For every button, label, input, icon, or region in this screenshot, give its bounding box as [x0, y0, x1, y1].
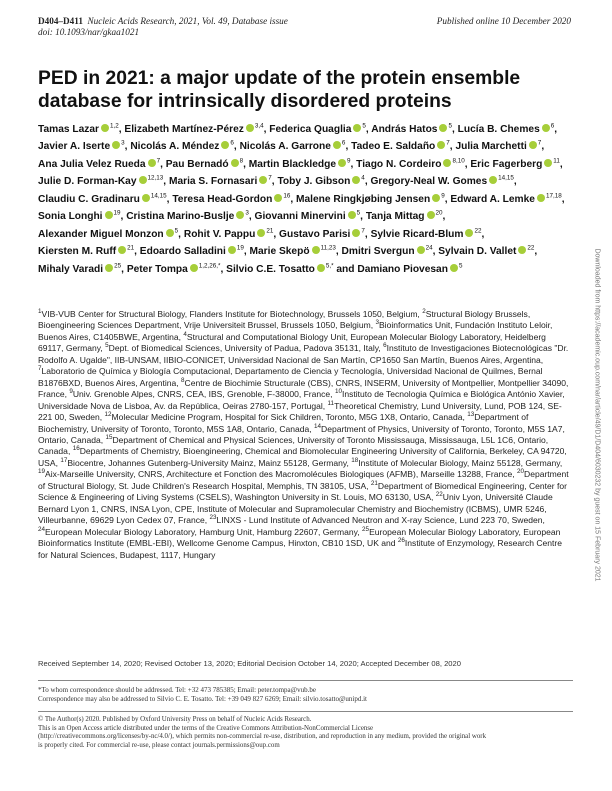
article-doi[interactable]: doi: 10.1093/nar/gkaa1021 [38, 27, 140, 37]
affiliation-number: 17 [60, 457, 68, 465]
author-name: Pau Bernadó [165, 158, 229, 170]
affiliation-text: Bioinformatics Unit, Fundación Instituto Leloir, Buenos Aires, C1405BWE, Argentina, [38, 320, 553, 342]
affiliation-number: 7 [38, 365, 42, 373]
author [126, 211, 249, 222]
affiliation-number: 8 [181, 376, 185, 384]
author-affiliation-ref: 1,2,26,* [198, 262, 221, 270]
orcid-icon[interactable] [338, 159, 346, 167]
affiliation-text: Instituto de Tecnologia Química e Biológica António Xavier, Universidade Nova de Lisboa, Av. da República, Oeiras 2780-157, Portugal, [38, 389, 565, 411]
orcid-icon[interactable] [312, 246, 320, 254]
orcid-icon[interactable] [352, 176, 360, 184]
author-affiliation-ref: 7 [537, 140, 542, 148]
submission-dates: Received September 14, 2020; Revised October 13, 2020; Editorial Decision October 14, 2020; Accepted December 08, 2020 [38, 659, 461, 668]
author-affiliation-ref: 3,4 [254, 122, 264, 130]
affiliation-text: Structural and Computational Biology Unit, European Molecular Biology Laboratory, Heidelberg 69117, Germany, [38, 331, 546, 354]
author [269, 124, 366, 135]
author-name: Mihaly Varadi [38, 263, 104, 275]
affiliation-text: Institute of Enzymology, Research Centre for Natural Sciences, Budapest, 1117, Hungary [38, 538, 563, 560]
author-name: Javier A. Iserte [38, 141, 111, 153]
author [38, 229, 178, 240]
license-note [38, 716, 578, 750]
author [277, 176, 364, 187]
orcid-icon[interactable] [352, 229, 360, 237]
affiliation-text: Department of Structural Biology, St. Jude Children's Research Hospital, Memphis, TN 38105, USA, [38, 469, 569, 491]
author [38, 194, 167, 205]
author [458, 124, 555, 135]
author-affiliation-ref: 7 [361, 227, 365, 235]
author-name: Damiano Piovesan [357, 263, 448, 275]
author-affiliation-ref: 5 [458, 262, 463, 270]
author [255, 211, 361, 222]
author-affiliation-ref: 5 [448, 122, 452, 130]
correspondence-line-2: Correspondence may also be addressed to Silvio C. E. Tosatto. Tel: +39 049 827 6269; Email: silvio.tosatto@unipd.it [38, 695, 367, 703]
author [38, 176, 163, 187]
orcid-icon[interactable] [231, 159, 239, 167]
affiliation-text: Laboratorio de Química y Biología Computacional, Departamento de Ciencia y Tecnología, Universidad Nacional de Quilmes, Bernal B1876BXD, Buenos Aires, Argentina, [38, 366, 543, 388]
author [226, 264, 354, 275]
affiliation-number: 4 [183, 331, 187, 339]
author-name: Tadeo E. Saldaño [351, 141, 436, 153]
author [366, 211, 443, 222]
author-name: Kiersten M. Ruff [38, 246, 117, 258]
author-affiliation-ref: 24 [425, 244, 433, 252]
author-name: Toby J. Gibson [277, 176, 351, 188]
affiliation-number: 5 [105, 342, 109, 350]
author-name: Rohit V. Pappu [183, 228, 256, 240]
author-name: Silvio C.E. Tosatto [226, 263, 315, 275]
download-watermark [590, 210, 604, 620]
orcid-icon[interactable] [148, 159, 156, 167]
affiliation-number: 11 [327, 399, 335, 407]
author-name: Gregory-Neal W. Gomes [370, 176, 488, 188]
orcid-icon[interactable] [537, 194, 545, 202]
author-affiliation-ref: 14,15 [150, 192, 167, 200]
author [279, 229, 365, 240]
author-affiliation-ref: 6 [550, 122, 555, 130]
orcid-icon[interactable] [542, 124, 550, 132]
author-name: Teresa Head-Gordon [172, 193, 273, 205]
affiliation-text: Department of Biochemistry, University of Toronto, Toronto, M5S 1A8, Ontario, Canada, [38, 412, 529, 434]
affiliation-number: 22 [435, 491, 443, 499]
affiliation-number: 9 [69, 388, 73, 396]
orcid-icon[interactable] [166, 229, 174, 237]
author-name: Julia Marchetti [455, 141, 527, 153]
author [357, 264, 462, 275]
author [371, 124, 452, 135]
affiliation-number: 6 [383, 342, 387, 350]
author-affiliation-ref: 7 [156, 157, 161, 165]
journal-citation: Nucleic Acids Research, 2021, Vol. 49, Database issue [87, 16, 288, 26]
author-name: Maria S. Fornasari [168, 176, 258, 188]
affiliation-number: 24 [38, 525, 46, 533]
author-name: Nicolás A. Méndez [130, 141, 220, 153]
affiliation-number: 19 [38, 468, 46, 476]
author-name: Elizabeth Martínez-Pérez [124, 124, 244, 135]
author [166, 159, 243, 170]
author-affiliation-ref: 21 [266, 227, 274, 235]
orcid-icon[interactable] [489, 176, 497, 184]
author [342, 246, 433, 257]
author [371, 229, 482, 240]
orcid-icon[interactable] [190, 264, 198, 272]
orcid-icon[interactable] [236, 211, 244, 219]
orcid-icon[interactable] [317, 264, 325, 272]
author-affiliation-ref: 21 [127, 244, 135, 252]
license-line-4: is properly cited. For commercial re-use, please contact journals.permissions@oup.com [38, 741, 280, 749]
orcid-icon[interactable] [465, 229, 473, 237]
orcid-icon[interactable] [112, 141, 120, 149]
author [470, 159, 559, 170]
affiliation-number: 18 [351, 457, 359, 465]
author-name: Sylvain D. Vallet [438, 246, 517, 258]
author-affiliation-ref: 3 [245, 209, 249, 217]
download-note-text: Downloaded from https://academic.oup.com/nar/article/49/D1/D404/6030232 by guest on 15 February 2021 [593, 248, 601, 582]
author-affiliation-ref: 9 [346, 157, 351, 165]
author [455, 141, 541, 152]
affiliation-text: Dept. of Biomedical Sciences, University of Padua, Padova 35131, Italy, [108, 343, 384, 354]
author-name: Tiago N. Cordeiro [356, 158, 442, 170]
author-name: Malene Ringkjøbing Jensen [296, 193, 431, 205]
author [172, 194, 290, 205]
affiliation-text: Theoretical Chemistry, Lund University, Lund, POB 124, SE-221 00, Sweden, [38, 400, 562, 423]
affiliation-number: 26 [397, 537, 405, 545]
orcid-icon[interactable] [105, 264, 113, 272]
affiliation-number: 13 [467, 411, 475, 419]
author-affiliation-ref: 11,23 [320, 244, 336, 252]
article-title: PED in 2021: a major update of the protein ensemble database for intrinsically disordered proteins [38, 68, 521, 112]
author [124, 124, 263, 135]
author [140, 246, 244, 257]
orcid-icon[interactable] [257, 229, 265, 237]
author-name: Marie Skepö [249, 246, 310, 258]
orcid-icon[interactable] [228, 246, 236, 254]
affiliation-number: 25 [362, 525, 370, 533]
author-name: Julie D. Forman-Kay [38, 176, 137, 188]
orcid-icon[interactable] [348, 211, 356, 219]
author-affiliation-ref: 5,* [325, 262, 334, 270]
author-affiliation-ref: 17,18 [545, 192, 562, 200]
author-affiliation-ref: 19 [113, 209, 121, 217]
orcid-icon[interactable] [450, 264, 458, 272]
affiliation-text: Instituto de Investigaciones Biotecnológicas "Dr. Rodolfo A. Ugalde", IIB-UNSAM, IIBIO-CONICET, Universidad Nacional de San Martín, CP1650 San Martín, Buenos Aires, Argentina, [38, 343, 569, 365]
author-name: Alexander Miguel Monzon [38, 228, 164, 240]
affiliation-number: 21 [370, 479, 378, 487]
divider [38, 680, 573, 681]
author [296, 194, 445, 205]
author-name: Sylvie Ricard-Blum [370, 228, 464, 240]
correspondence-note [38, 686, 578, 704]
orcid-icon[interactable] [427, 211, 435, 219]
correspondence-line-1: *To whom correspondence should be addressed. Tel: +32 473 785385; Email: peter.tompa@vub.be [38, 686, 316, 694]
affiliation-text: Department of Chemical and Physical Sciences, University of Toronto Mississauga, Mississauga, L5L 1C6, Ontario, Canada, [38, 434, 549, 457]
published-date: Published online 10 December 2020 [436, 16, 571, 26]
affiliation-number: 16 [72, 445, 80, 453]
author-affiliation-ref: 9 [441, 192, 445, 200]
affiliation-text: Department of Biomedical Engineering, Center for Science & Engineering of Living Systems (CSELS), Washington University in St. Louis, MO 63130, USA, [38, 480, 568, 503]
author [438, 246, 534, 257]
affiliation-text: Biocentre, Johannes Gutenberg-University Mainz, Mainz 55128, Germany, [67, 457, 352, 468]
author [38, 124, 119, 135]
affiliation-text: Department of Physics, University of Toronto, Toronto, M5S 1A7, Ontario, Canada, [38, 423, 565, 445]
author-affiliation-ref: 5 [174, 227, 179, 235]
orcid-icon[interactable] [139, 176, 147, 184]
affiliation-number: 12 [104, 411, 112, 419]
author-name: Federica Quaglia [269, 124, 352, 135]
author-conjunction: and [333, 263, 355, 275]
affiliation-text: Molecular Medicine Program, Hospital for Sick Children, Toronto, M5G 1X8, Ontario, Canada, [111, 412, 468, 423]
page-range: D404–D411 [38, 16, 83, 26]
author-list: Tamas Lazar $^{1,2}$, Elizabeth Martínez-Pérez $^{3,4}$, Federica Quaglia $^5$, András Hatos $^5$, Lucía B. Chemes $^6$, Javier A. Iserte $^3$, Nicolás A. Méndez $^6$, Nicolás A. Garrone $^6$, Tadeo E. Saldaño $^7$, Julia Marchetti $^7$, Ana Julia Velez Rueda $^7$, Pau Bernadó $^8$, Martin Blackledge $^9$, Tiago N. Cordeiro $^{8,10}$, Eric Fagerberg $^{11}$, Julie D. Forman-Kay $^{12,13}$, Maria S. Fornasari $^7$, Toby J. Gibson $^4$, Gregory-Neal W. Gomes $^{14,15}$, Claudiu C. Gradinaru $^{14,15}$, Teresa Head-Gordon $^{16}$, Malene Ringkjøbing Jensen $^9$, Edward A. Lemke $^{17,18}$, Sonia Longhi $^{19}$, Cristina Marino-Buslje $^3$, Giovanni Minervini $^5$, Tanja Mittag $^{20}$, Alexander Miguel Monzon $^5$, Rohit V. Pappu $^{21}$, Gustavo Parisi $^7$, Sylvie Ricard-Blum $^{22}$, Kiersten M. Ruff $^{21}$, Edoardo Salladini $^{19}$, Marie Skepö $^{11,23}$, Dmitri Svergun $^{24}$, Sylvain D. Vallet $^{22}$, Mihaly Varadi $^{25}$, Peter Tompa $^{1,2,26,*}$, Silvio C.E. Tosatto $^{5,*}$ and Damiano Piovesan $^5$ [38, 122, 565, 275]
orcid-icon[interactable] [101, 124, 109, 132]
orcid-icon[interactable] [439, 124, 447, 132]
author-name: Edward A. Lemke [450, 193, 535, 205]
author-affiliation-ref: 19 [236, 244, 244, 252]
affiliation-number: 2 [422, 308, 426, 316]
license-line-1: © The Author(s) 2020. Published by Oxford University Press on behalf of Nucleic Acids Research. [38, 716, 312, 723]
affiliation-text: European Molecular Biology Laboratory, Hamburg Unit, Hamburg 22607, Germany, [45, 526, 363, 537]
author [370, 176, 513, 187]
author-affiliation-ref: 5 [356, 209, 361, 217]
author [130, 141, 234, 152]
affiliation-text: VIB-VUB Center for Structural Biology, Flanders Institute for Biotechnology, Brussels 1050, Belgium, [41, 309, 423, 319]
affiliation-number: 15 [105, 434, 113, 442]
author-name: Gustavo Parisi [279, 228, 351, 240]
author-name: Tanja Mittag [365, 211, 425, 223]
orcid-icon[interactable] [221, 141, 229, 149]
author [127, 264, 221, 275]
author-affiliation-ref: 7 [446, 140, 450, 148]
author-affiliation-ref: 4 [361, 174, 365, 182]
author [38, 211, 121, 222]
affiliation-text: Structural Biology Brussels, Bioengineering Sciences Department, Vrije Universiteit Brussel, Brussels 1050, Belgium, [38, 309, 531, 331]
author [38, 141, 125, 152]
author-name: Sonia Longhi [38, 211, 103, 223]
orcid-icon[interactable] [142, 194, 150, 202]
orcid-icon[interactable] [443, 159, 451, 167]
author-name: Tamas Lazar [38, 124, 99, 135]
author-affiliation-ref: 6 [341, 140, 346, 148]
author [250, 246, 336, 257]
author-affiliation-ref: 7 [268, 174, 272, 182]
author-name: Dmitri Svergun [341, 246, 415, 258]
affiliation-number: 23 [209, 514, 217, 522]
author [249, 159, 351, 170]
author-name: Claudiu C. Gradinaru [38, 193, 140, 205]
affiliation-number: 20 [517, 468, 525, 476]
author [169, 176, 272, 187]
running-header-left [38, 16, 288, 38]
author-name: Edoardo Salladini [139, 246, 226, 258]
author-name: Nicolás A. Garrone [239, 141, 331, 153]
author-affiliation-ref: 3 [121, 140, 125, 148]
author-affiliation-ref: 8 [239, 157, 244, 165]
author [38, 246, 134, 257]
orcid-icon[interactable] [105, 211, 113, 219]
orcid-icon[interactable] [518, 246, 526, 254]
affiliation-list [38, 309, 570, 561]
author-name: Eric Fagerberg [470, 158, 543, 170]
author [38, 264, 121, 275]
author [351, 141, 450, 152]
author-affiliation-ref: 6 [230, 140, 234, 148]
affiliation-number: 14 [314, 422, 322, 430]
orcid-icon[interactable] [353, 124, 361, 132]
affiliation-text: Aix-Marseille University, CNRS, Architecture et Fonction des Macromolécules Biologiques (AFMB), Marseille 13288, France, [45, 469, 518, 480]
affiliation-number: 10 [334, 388, 342, 396]
author [240, 141, 346, 152]
license-line-3: (http://creativecommons.org/licenses/by-nc/4.0/), which permits non-commercial re-use, distribution, and reproduction in any medium, provided the original work [38, 733, 487, 741]
orcid-icon[interactable] [417, 246, 425, 254]
author [38, 159, 160, 170]
author-name: Giovanni Minervini [254, 211, 346, 223]
author-name: András Hatos [371, 124, 438, 135]
author-name: Cristina Marino-Buslje [126, 211, 235, 223]
author-name: Martin Blackledge [248, 158, 336, 170]
author-affiliation-ref: 22 [527, 244, 535, 252]
author [184, 229, 274, 240]
affiliation-text: European Molecular Biology Laboratory, European Bioinformatics Institute (EMBL-EBI), Wellcome Genome Campus, Hinxton, CB10 1SD, UK and [38, 526, 561, 549]
author-affiliation-ref: 25 [114, 262, 122, 270]
author-affiliation-ref: 22 [474, 227, 482, 235]
author-name: Peter Tompa [126, 263, 188, 275]
author-affiliation-ref: 14,15 [498, 174, 514, 182]
orcid-icon[interactable] [259, 176, 267, 184]
orcid-icon[interactable] [544, 159, 552, 167]
orcid-icon[interactable] [274, 194, 282, 202]
affiliation-text: Departments of Chemistry, Bioengineering, Chemical and Biomolecular Engineering University of California, Berkeley, CA 94720, USA, [38, 446, 567, 468]
orcid-icon[interactable] [432, 194, 440, 202]
affiliation-number: 3 [375, 319, 379, 327]
affiliation-text: LINXS - Lund Institute of Advanced Neutron and X-ray Science, Lund 223 70, Sweden, [216, 515, 545, 526]
affiliation-text: Institute of Molecular Biology, Mainz 55128, Germany, [358, 457, 563, 468]
author-affiliation-ref: 1,2 [109, 122, 119, 130]
divider [38, 711, 573, 712]
affiliation-number: 1 [38, 308, 42, 316]
author [450, 194, 561, 205]
author-affiliation-ref: 16 [283, 192, 291, 200]
orcid-icon[interactable] [333, 141, 341, 149]
author-affiliation-ref: 20 [435, 209, 443, 217]
author [356, 159, 465, 170]
orcid-icon[interactable] [437, 141, 445, 149]
author-name: Ana Julia Velez Rueda [38, 158, 146, 170]
author-name: Lucía B. Chemes [457, 124, 540, 135]
orcid-icon[interactable] [118, 246, 126, 254]
author-affiliation-ref: 11 [553, 157, 560, 165]
affiliation-text: Univ Lyon, Université Claude Bernard Lyon 1, CNRS, INSA Lyon, CPE, Institute of Molecular and Supramolecular Chemistry and Biochemistry (ICBMS), UMR 5246, Villeurbanne, 69629 Lyon Cedex 07, France, [38, 492, 553, 526]
license-line-2: This is an Open Access article distributed under the terms of the Creative Commons Attribution-NonCommercial License [38, 724, 374, 732]
author-affiliation-ref: 8,10 [452, 157, 465, 165]
affiliation-text: Univ. Grenoble Alpes, CNRS, CEA, IBS, Grenoble, F-38000, France, [72, 389, 335, 400]
orcid-icon[interactable] [246, 124, 254, 132]
affiliation-text: Centre de Biochimie Structurale (CBS), CNRS, INSERM, University of Montpellier, Montpellier 34090, France, [38, 377, 569, 400]
author-affiliation-ref: 12,13 [147, 174, 164, 182]
orcid-icon[interactable] [529, 141, 537, 149]
author-affiliation-ref: 5 [362, 122, 366, 130]
